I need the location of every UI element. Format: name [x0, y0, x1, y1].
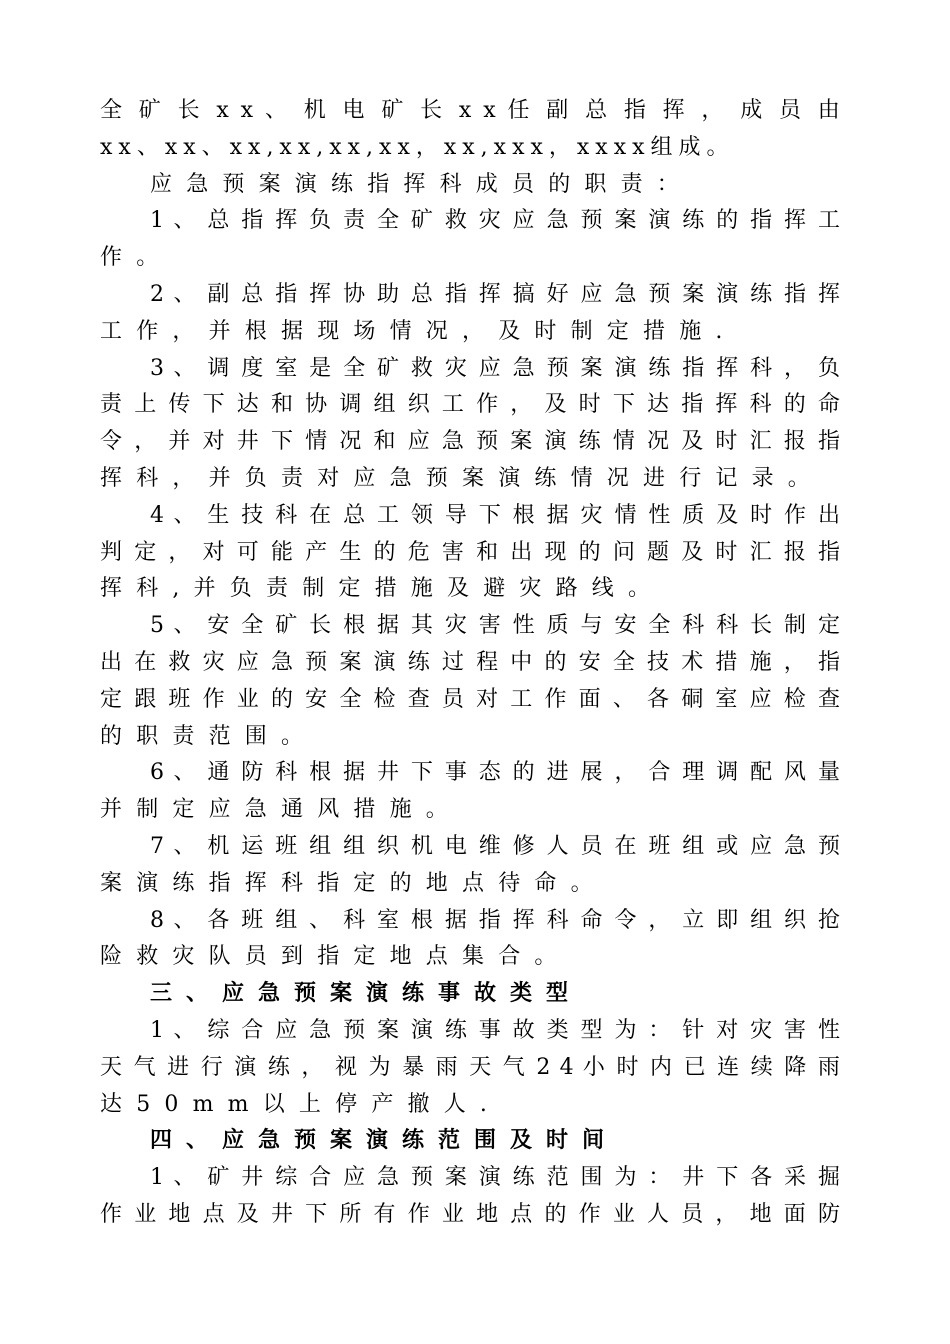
text-line: xx、xx、xx,xx,xx,xx，xx,xxx，xxxx组成。: [100, 134, 735, 160]
text-line: 5 、 安 全 矿 长 根 据 其 灾 害 性 质 与 安 全 科 科 长 制 定: [150, 613, 840, 639]
text-line: 达50mm以上停产撤人.: [100, 1091, 502, 1117]
text-line: 1 、 综 合 应 急 预 案 演 练 事 故 类 型 为 ： 针 对 灾 害 性: [150, 1017, 840, 1043]
text-line: 险救灾队员到指定地点集合。: [100, 944, 571, 970]
text-line: 应急预案演练指挥科成员的职责：: [150, 171, 694, 197]
text-line: 1 、 总 指 挥 负 责 全 矿 救 灾 应 急 预 案 演 练 的 指 挥 工: [150, 208, 840, 234]
section-heading: 四、应急预案演练范围及时间: [150, 1128, 619, 1154]
text-line: 的职责范围。: [100, 723, 318, 749]
section-heading: 三、应急预案演练事故类型: [150, 981, 583, 1007]
text-line: 1 、 矿 井 综 合 应 急 预 案 演 练 范 围 为 ： 井 下 各 采 掘: [150, 1165, 840, 1191]
text-line: 案演练指挥科指定的地点待命。: [100, 870, 607, 896]
text-line: 8 、 各 班 组 、 科 室 根 据 指 挥 科 命 令 ， 立 即 组 织 抢: [150, 907, 840, 933]
text-line: 出 在 救 灾 应 急 预 案 演 练 过 程 中 的 安 全 技 术 措 施 ， 指: [100, 649, 840, 675]
text-line: 天 气 进 行 演 练 ， 视 为 暴 雨 天 气 2 4 小 时 内 已 连 续 降 雨: [100, 1054, 840, 1080]
text-line: 4 、 生 技 科 在 总 工 领 导 下 根 据 灾 情 性 质 及 时 作 出: [150, 502, 840, 528]
text-line: 7 、 机 运 班 组 组 织 机 电 维 修 人 员 在 班 组 或 应 急 预: [150, 833, 840, 859]
text-line: 挥科，并负责对应急预案演练情况进行记录。: [100, 465, 825, 491]
text-line: 2 、 副 总 指 挥 协 助 总 指 挥 搞 好 应 急 预 案 演 练 指 挥: [150, 281, 840, 307]
text-line: 6 、 通 防 科 根 据 井 下 事 态 的 进 展 ， 合 理 调 配 风 量: [150, 760, 840, 786]
text-line: 作 业 地 点 及 井 下 所 有 作 业 地 点 的 作 业 人 员 ， 地 面 防: [100, 1201, 840, 1227]
text-line: 定 跟 班 作 业 的 安 全 检 查 员 对 工 作 面 、 各 硐 室 应 检 查: [100, 686, 840, 712]
document-page: [100, 93, 840, 1234]
text-line: 判 定 ， 对 可 能 产 生 的 危 害 和 出 现 的 问 题 及 时 汇 报 指: [100, 539, 840, 565]
text-line: 3 、 调 度 室 是 全 矿 救 灾 应 急 预 案 演 练 指 挥 科 ， 负: [150, 355, 840, 381]
text-line: 作。: [100, 245, 173, 271]
text-line: 全 矿 长 x x 、 机 电 矿 长 x x 任 副 总 指 挥 ， 成 员 由: [100, 98, 840, 123]
text-line: 并制定应急通风措施。: [100, 797, 463, 823]
text-line: 责 上 传 下 达 和 协 调 组 织 工 作 ， 及 时 下 达 指 挥 科 的 命: [100, 392, 840, 418]
text-line: 工作，并根据现场情况，及时制定措施.: [100, 318, 737, 344]
text-line: 挥科,并负责制定措施及避灾路线。: [100, 576, 665, 602]
text-line: 令 ， 并 对 井 下 情 况 和 应 急 预 案 演 练 情 况 及 时 汇 报 指: [100, 429, 840, 455]
